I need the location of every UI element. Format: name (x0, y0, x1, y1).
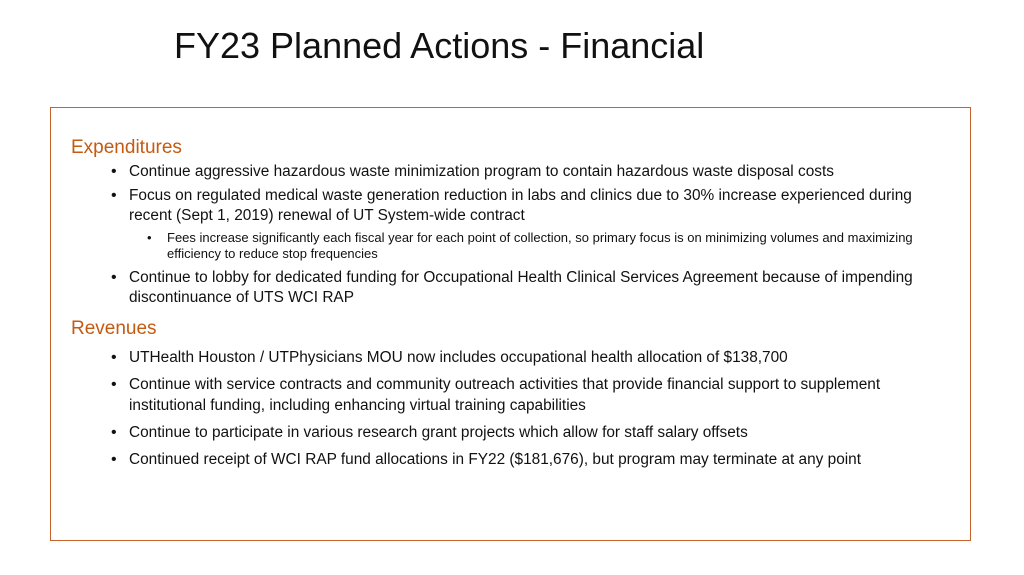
slide-title: FY23 Planned Actions - Financial (174, 25, 705, 66)
expenditures-list (71, 162, 951, 308)
content-box (50, 107, 971, 541)
expenditures-section (71, 136, 951, 312)
revenues-section (71, 317, 951, 476)
revenues-list (71, 347, 951, 470)
list-item: • Continued receipt of WCI RAP fund allocations in FY22 ($181,676), but program may terminate at any point (71, 449, 951, 470)
expenditures-heading: Expenditures (71, 137, 182, 158)
list-item: • UTHealth Houston / UTPhysicians MOU now includes occupational health allocation of $138,700 (71, 347, 951, 368)
list-item: • Continue to participate in various research grant projects which allow for staff salary offsets (71, 422, 951, 443)
list-item-text: Focus on regulated medical waste generation reduction in labs and clinics due to 30% increase experienced during recent (Sept 1, 2019) renewal of UT System-wide contract (129, 187, 912, 224)
sub-list-item: • Fees increase significantly each fiscal year for each point of collection, so primary focus is on minimizing volumes and maximizing efficiency to reduce stop frequencies (129, 230, 951, 262)
list-item: • Continue to lobby for dedicated funding for Occupational Health Clinical Services Agreement because of impending discontinuance of UTS WCI RAP (71, 268, 951, 308)
list-item (71, 186, 951, 262)
list-item: • Continue with service contracts and community outreach activities that provide financial support to supplement institutional funding, including enhancing virtual training capabilities (71, 374, 951, 416)
revenues-heading: Revenues (71, 318, 157, 339)
list-item: • Continue aggressive hazardous waste minimization program to contain hazardous waste disposal costs (71, 162, 951, 182)
sub-list (129, 230, 951, 262)
